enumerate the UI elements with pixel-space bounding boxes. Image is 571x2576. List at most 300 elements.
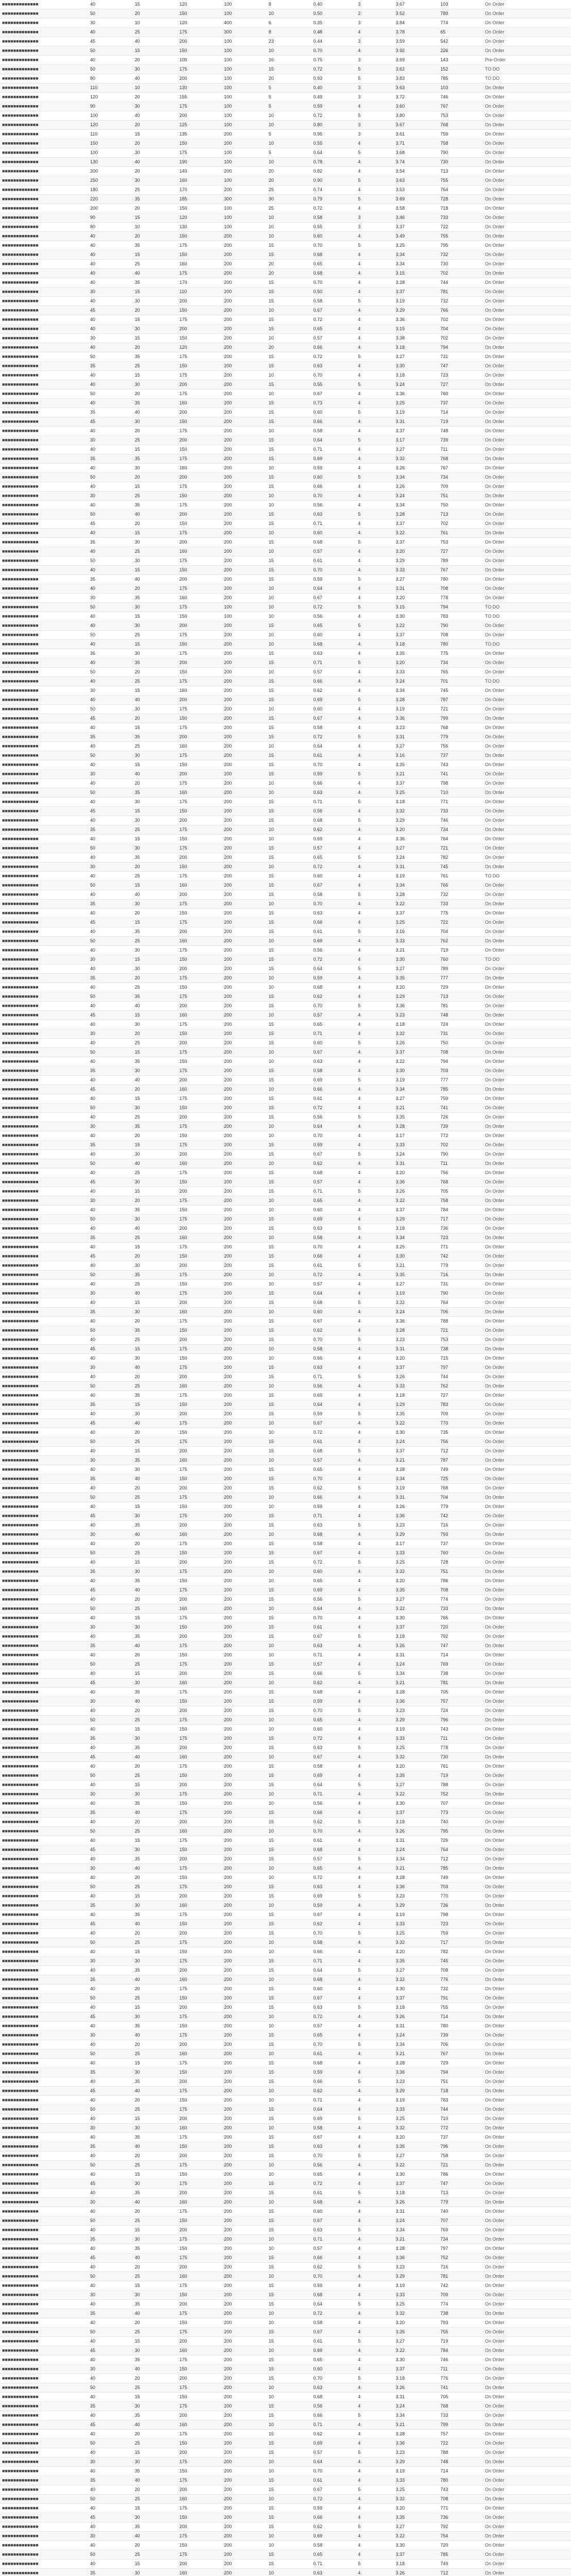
table-row[interactable] <box>0 2161 571 2170</box>
table-row[interactable] <box>0 2031 571 2040</box>
table-row[interactable] <box>0 1577 571 1586</box>
table-row[interactable] <box>0 297 571 306</box>
table-row[interactable] <box>0 1836 571 1845</box>
table-row[interactable] <box>0 2133 571 2142</box>
table-row[interactable] <box>0 788 571 798</box>
table-row[interactable] <box>0 2541 571 2550</box>
table-row[interactable] <box>0 380 571 389</box>
table-row[interactable] <box>0 816 571 825</box>
table-row[interactable] <box>0 566 571 575</box>
table-row[interactable] <box>0 872 571 881</box>
table-row[interactable] <box>0 1799 571 1808</box>
table-row[interactable] <box>0 371 571 380</box>
table-row[interactable] <box>0 1651 571 1660</box>
table-row[interactable] <box>0 2420 571 2430</box>
table-row[interactable] <box>0 1428 571 1437</box>
table-row[interactable] <box>0 417 571 427</box>
table-row[interactable] <box>0 2096 571 2105</box>
table-row[interactable] <box>0 1818 571 1827</box>
table-row[interactable] <box>0 250 571 260</box>
table-row[interactable] <box>0 2560 571 2569</box>
table-row[interactable] <box>0 399 571 408</box>
table-row[interactable] <box>0 37 571 46</box>
table-row[interactable] <box>0 492 571 501</box>
table-row[interactable] <box>0 677 571 686</box>
table-row[interactable] <box>0 445 571 454</box>
table-row[interactable] <box>0 1447 571 1456</box>
table-row[interactable] <box>0 176 571 185</box>
table-row[interactable] <box>0 1419 571 1428</box>
table-row[interactable] <box>0 584 571 594</box>
table-row[interactable] <box>0 955 571 964</box>
table-row[interactable] <box>0 2393 571 2402</box>
table-row[interactable] <box>0 2142 571 2151</box>
table-row[interactable] <box>0 1465 571 1475</box>
table-row[interactable] <box>0 1206 571 1215</box>
table-row[interactable] <box>0 1512 571 1521</box>
table-row[interactable] <box>0 1790 571 1799</box>
table-row[interactable] <box>0 102 571 111</box>
table-row[interactable] <box>0 1437 571 1447</box>
table-row[interactable] <box>0 1289 571 1298</box>
table-row[interactable] <box>0 2467 571 2476</box>
table-row[interactable] <box>0 269 571 278</box>
table-row[interactable] <box>0 705 571 714</box>
table-row[interactable] <box>0 900 571 909</box>
table-row[interactable] <box>0 909 571 918</box>
table-row[interactable] <box>0 510 571 519</box>
table-row[interactable] <box>0 853 571 862</box>
table-row[interactable] <box>0 1873 571 1883</box>
table-row[interactable] <box>0 1502 571 1512</box>
table-row[interactable] <box>0 2439 571 2448</box>
table-row[interactable] <box>0 2448 571 2458</box>
table-row[interactable] <box>0 2170 571 2179</box>
table-cell: 15 <box>267 1558 312 1567</box>
table-row[interactable] <box>0 1892 571 1901</box>
table-row[interactable] <box>0 306 571 315</box>
table-row[interactable] <box>0 770 571 779</box>
table-row[interactable] <box>0 1002 571 1011</box>
table-row[interactable] <box>0 2207 571 2216</box>
table-row[interactable] <box>0 2114 571 2124</box>
table-row[interactable] <box>0 612 571 621</box>
table-row[interactable] <box>0 2077 571 2087</box>
table-row[interactable] <box>0 1929 571 1938</box>
table-row[interactable] <box>0 2365 571 2374</box>
table-row[interactable] <box>0 1168 571 1178</box>
table-row[interactable] <box>0 2300 571 2309</box>
table-row[interactable] <box>0 798 571 807</box>
table-row[interactable] <box>0 1298 571 1308</box>
table-row[interactable] <box>0 964 571 974</box>
table-row[interactable] <box>0 121 571 130</box>
table-row[interactable] <box>0 519 571 529</box>
table-row[interactable] <box>0 946 571 955</box>
table-row[interactable] <box>0 325 571 334</box>
table-row[interactable] <box>0 1586 571 1595</box>
table-cell: 10 <box>267 334 312 343</box>
table-row[interactable] <box>0 454 571 464</box>
table-row[interactable] <box>0 2235 571 2244</box>
table-row[interactable] <box>0 1280 571 1289</box>
table-row[interactable] <box>0 1363 571 1372</box>
table-row[interactable] <box>0 352 571 362</box>
table-row[interactable] <box>0 1725 571 1734</box>
table-row[interactable] <box>0 1270 571 1280</box>
table-row[interactable] <box>0 1317 571 1326</box>
table-row[interactable] <box>0 56 571 65</box>
table-row[interactable] <box>0 2550 571 2560</box>
table-row[interactable] <box>0 835 571 844</box>
table-row[interactable] <box>0 2198 571 2207</box>
table-row[interactable] <box>0 1808 571 1818</box>
table-row[interactable] <box>0 408 571 417</box>
table-row[interactable] <box>0 2022 571 2031</box>
table-row[interactable] <box>0 2040 571 2049</box>
table-row[interactable] <box>0 1252 571 1261</box>
table-row[interactable] <box>0 1539 571 1549</box>
table-row[interactable] <box>0 287 571 297</box>
table-row[interactable] <box>0 2124 571 2133</box>
table-row[interactable] <box>0 501 571 510</box>
table-row[interactable] <box>0 2151 571 2161</box>
table-row[interactable] <box>0 2003 571 2012</box>
table-row[interactable] <box>0 1345 571 1354</box>
table-row[interactable] <box>0 844 571 853</box>
table-row[interactable] <box>0 1855 571 1864</box>
table-row[interactable] <box>0 594 571 603</box>
table-row[interactable] <box>0 1938 571 1947</box>
table-row[interactable] <box>0 1484 571 1493</box>
table-row[interactable] <box>0 2337 571 2346</box>
table-row[interactable] <box>0 1883 571 1892</box>
table-row[interactable] <box>0 334 571 343</box>
table-row[interactable] <box>0 686 571 696</box>
table-row[interactable] <box>0 825 571 835</box>
table-row[interactable] <box>0 167 571 176</box>
table-row[interactable] <box>0 2374 571 2383</box>
table-row[interactable] <box>0 1372 571 1382</box>
table-row[interactable] <box>0 696 571 705</box>
table-row[interactable] <box>0 1493 571 1502</box>
table-row[interactable] <box>0 1094 571 1104</box>
table-row[interactable] <box>0 1335 571 1345</box>
table-row[interactable] <box>0 2504 571 2513</box>
table-row[interactable] <box>0 1762 571 1771</box>
table-row[interactable] <box>0 1864 571 1873</box>
table-row[interactable] <box>0 2216 571 2226</box>
table-cell: 719 <box>438 417 483 427</box>
table-row[interactable] <box>0 1308 571 1317</box>
table-cell: 200 <box>177 1076 222 1085</box>
table-row[interactable] <box>0 1066 571 1076</box>
table-row[interactable] <box>0 1521 571 1530</box>
table-row[interactable] <box>0 1391 571 1400</box>
table-row[interactable] <box>0 742 571 751</box>
table-row[interactable] <box>0 473 571 482</box>
table-row[interactable] <box>0 668 571 677</box>
table-row[interactable] <box>0 1159 571 1168</box>
table-row[interactable] <box>0 1048 571 1057</box>
table-row[interactable] <box>0 1057 571 1066</box>
table-row[interactable] <box>0 1966 571 1975</box>
table-cell: 10 <box>267 1354 312 1363</box>
table-row[interactable] <box>0 1178 571 1187</box>
table-row[interactable] <box>0 1827 571 1836</box>
table-row[interactable] <box>0 158 571 167</box>
table-row[interactable] <box>0 83 571 93</box>
table-row[interactable] <box>0 0 571 9</box>
table-cell: 3.32 <box>393 2309 438 2318</box>
table-row[interactable] <box>0 1224 571 1233</box>
table-row[interactable] <box>0 1947 571 1957</box>
table-row[interactable] <box>0 1150 571 1159</box>
table-row[interactable] <box>0 1233 571 1243</box>
table-row[interactable] <box>0 1549 571 1558</box>
table-row[interactable] <box>0 640 571 649</box>
table-row[interactable] <box>0 1020 571 1029</box>
table-row[interactable] <box>0 1122 571 1131</box>
table-cell: 200 <box>222 1150 267 1159</box>
table-row[interactable] <box>0 1910 571 1920</box>
table-cell: 100 <box>222 65 267 74</box>
table-row[interactable] <box>0 1641 571 1651</box>
table-row[interactable] <box>0 2355 571 2365</box>
table-row[interactable] <box>0 482 571 492</box>
table-row[interactable] <box>0 1104 571 1113</box>
table-row[interactable] <box>0 1113 571 1122</box>
table-row[interactable] <box>0 195 571 204</box>
table-row[interactable] <box>0 148 571 158</box>
table-row[interactable] <box>0 1994 571 2003</box>
table-row[interactable] <box>0 65 571 74</box>
table-row[interactable] <box>0 1085 571 1094</box>
table-row[interactable] <box>0 1716 571 1725</box>
table-cell: 140 <box>177 167 222 176</box>
table-row[interactable] <box>0 2402 571 2411</box>
table-row[interactable] <box>0 1957 571 1966</box>
table-row[interactable] <box>0 2068 571 2077</box>
table-row[interactable] <box>0 2281 571 2291</box>
table-row[interactable] <box>0 1076 571 1085</box>
table-row[interactable] <box>0 983 571 992</box>
table-row[interactable] <box>0 1131 571 1141</box>
table-row[interactable] <box>0 93 571 102</box>
table-row[interactable] <box>0 1475 571 1484</box>
table-row[interactable] <box>0 2485 571 2495</box>
table-row[interactable] <box>0 2253 571 2263</box>
table-row[interactable] <box>0 575 571 584</box>
table-row[interactable] <box>0 139 571 148</box>
table-row[interactable] <box>0 1688 571 1697</box>
table-row[interactable] <box>0 1781 571 1790</box>
table-row[interactable] <box>0 918 571 927</box>
table-row[interactable] <box>0 1382 571 1391</box>
table-row[interactable] <box>0 1632 571 1641</box>
table-cell: 3.26 <box>393 2198 438 2207</box>
table-row[interactable] <box>0 1196 571 1206</box>
table-row[interactable] <box>0 130 571 139</box>
table-row[interactable] <box>0 2569 571 2576</box>
table-row[interactable] <box>0 1530 571 1539</box>
table-row[interactable] <box>0 779 571 788</box>
table-row[interactable] <box>0 1141 571 1150</box>
table-row[interactable] <box>0 1326 571 1335</box>
table-row[interactable] <box>0 111 571 121</box>
table-row[interactable] <box>0 631 571 640</box>
table-cell: 30 <box>133 2402 178 2411</box>
table-row[interactable] <box>0 2087 571 2096</box>
table-cell: 3.31 <box>393 1159 438 1168</box>
table-row[interactable] <box>0 1261 571 1270</box>
table-row[interactable] <box>0 2383 571 2393</box>
table-row[interactable] <box>0 1985 571 1994</box>
table-row[interactable] <box>0 2263 571 2272</box>
table-cell: 3.30 <box>393 1066 438 1076</box>
table-row[interactable] <box>0 241 571 250</box>
table-row[interactable] <box>0 974 571 983</box>
table-row[interactable] <box>0 427 571 436</box>
table-cell: 5 <box>356 1039 393 1048</box>
table-row[interactable] <box>0 556 571 566</box>
table-row[interactable] <box>0 2309 571 2318</box>
table-row[interactable] <box>0 1920 571 1929</box>
table-row[interactable] <box>0 1029 571 1039</box>
table-row[interactable] <box>0 881 571 890</box>
table-row[interactable] <box>0 733 571 742</box>
table-row[interactable] <box>0 2272 571 2281</box>
table-row[interactable] <box>0 2049 571 2059</box>
status-cell: On Order <box>483 492 571 501</box>
table-row[interactable] <box>0 1011 571 1020</box>
table-row[interactable] <box>0 2318 571 2328</box>
table-row[interactable] <box>0 621 571 631</box>
table-row[interactable] <box>0 760 571 770</box>
table-row[interactable] <box>0 2226 571 2235</box>
table-row[interactable] <box>0 1243 571 1252</box>
table-row[interactable] <box>0 890 571 900</box>
table-row[interactable] <box>0 1679 571 1688</box>
table-row[interactable] <box>0 1660 571 1669</box>
table-row[interactable] <box>0 2346 571 2355</box>
table-row[interactable] <box>0 9 571 19</box>
table-row[interactable] <box>0 185 571 195</box>
table-row[interactable] <box>0 714 571 723</box>
table-row[interactable] <box>0 2059 571 2068</box>
table-row[interactable] <box>0 232 571 241</box>
table-row[interactable] <box>0 74 571 83</box>
table-row[interactable] <box>0 2476 571 2485</box>
table-cell: 4 <box>356 835 393 844</box>
table-row[interactable] <box>0 2411 571 2420</box>
table-row[interactable] <box>0 649 571 658</box>
table-row[interactable] <box>0 2458 571 2467</box>
table-row[interactable] <box>0 464 571 473</box>
table-row[interactable] <box>0 1623 571 1632</box>
table-row[interactable] <box>0 1215 571 1224</box>
status-cell: On Order <box>483 1883 571 1892</box>
table-row[interactable] <box>0 1753 571 1762</box>
table-row[interactable] <box>0 1743 571 1753</box>
table-row[interactable] <box>0 2522 571 2532</box>
table-row[interactable] <box>0 807 571 816</box>
table-row[interactable] <box>0 343 571 352</box>
table-row[interactable] <box>0 223 571 232</box>
table-row[interactable] <box>0 1567 571 1577</box>
table-row[interactable] <box>0 2189 571 2198</box>
table-row[interactable] <box>0 1604 571 1614</box>
table-row[interactable] <box>0 547 571 556</box>
table-row[interactable] <box>0 658 571 668</box>
table-row[interactable] <box>0 538 571 547</box>
table-cell: 3.33 <box>393 1141 438 1150</box>
table-row[interactable] <box>0 2430 571 2439</box>
table-row[interactable] <box>0 862 571 872</box>
table-row[interactable] <box>0 1706 571 1716</box>
table-row[interactable] <box>0 937 571 946</box>
table-cell: 4 <box>356 1029 393 1039</box>
table-row[interactable] <box>0 1771 571 1781</box>
table-row[interactable] <box>0 927 571 937</box>
table-row[interactable] <box>0 1669 571 1679</box>
table-row[interactable] <box>0 992 571 1002</box>
table-row[interactable] <box>0 1187 571 1196</box>
table-row[interactable] <box>0 603 571 612</box>
table-row[interactable] <box>0 1456 571 1465</box>
table-row[interactable] <box>0 278 571 287</box>
table-row[interactable] <box>0 2105 571 2114</box>
table-row[interactable] <box>0 204 571 213</box>
table-row[interactable] <box>0 213 571 223</box>
table-row[interactable] <box>0 260 571 269</box>
table-row[interactable] <box>0 2244 571 2253</box>
table-row[interactable] <box>0 1595 571 1604</box>
table-row[interactable] <box>0 529 571 538</box>
table-row[interactable] <box>0 1558 571 1567</box>
table-row[interactable] <box>0 751 571 760</box>
table-row[interactable] <box>0 2291 571 2300</box>
table-row[interactable] <box>0 1614 571 1623</box>
table-row[interactable] <box>0 28 571 37</box>
table-row[interactable] <box>0 1845 571 1855</box>
table-row[interactable] <box>0 2179 571 2189</box>
table-row[interactable] <box>0 1734 571 1743</box>
table-row[interactable] <box>0 723 571 733</box>
table-cell: 150 <box>177 2291 222 2300</box>
table-row[interactable] <box>0 1410 571 1419</box>
table-row[interactable] <box>0 1354 571 1363</box>
table-row[interactable] <box>0 2495 571 2504</box>
table-cell: 0.35 <box>312 19 356 28</box>
table-row[interactable] <box>0 389 571 399</box>
table-cell: 764 <box>438 1298 483 1308</box>
table-row[interactable] <box>0 1039 571 1048</box>
table-row[interactable] <box>0 2513 571 2522</box>
table-row[interactable] <box>0 46 571 56</box>
table-row[interactable] <box>0 19 571 28</box>
table-row[interactable] <box>0 315 571 325</box>
table-row[interactable] <box>0 1901 571 1910</box>
table-row[interactable] <box>0 362 571 371</box>
table-row[interactable] <box>0 2532 571 2541</box>
table-row[interactable] <box>0 1400 571 1410</box>
table-row[interactable] <box>0 2328 571 2337</box>
table-row[interactable] <box>0 1697 571 1706</box>
table-row[interactable] <box>0 2012 571 2022</box>
table-row[interactable] <box>0 1975 571 1985</box>
table-row[interactable] <box>0 436 571 445</box>
